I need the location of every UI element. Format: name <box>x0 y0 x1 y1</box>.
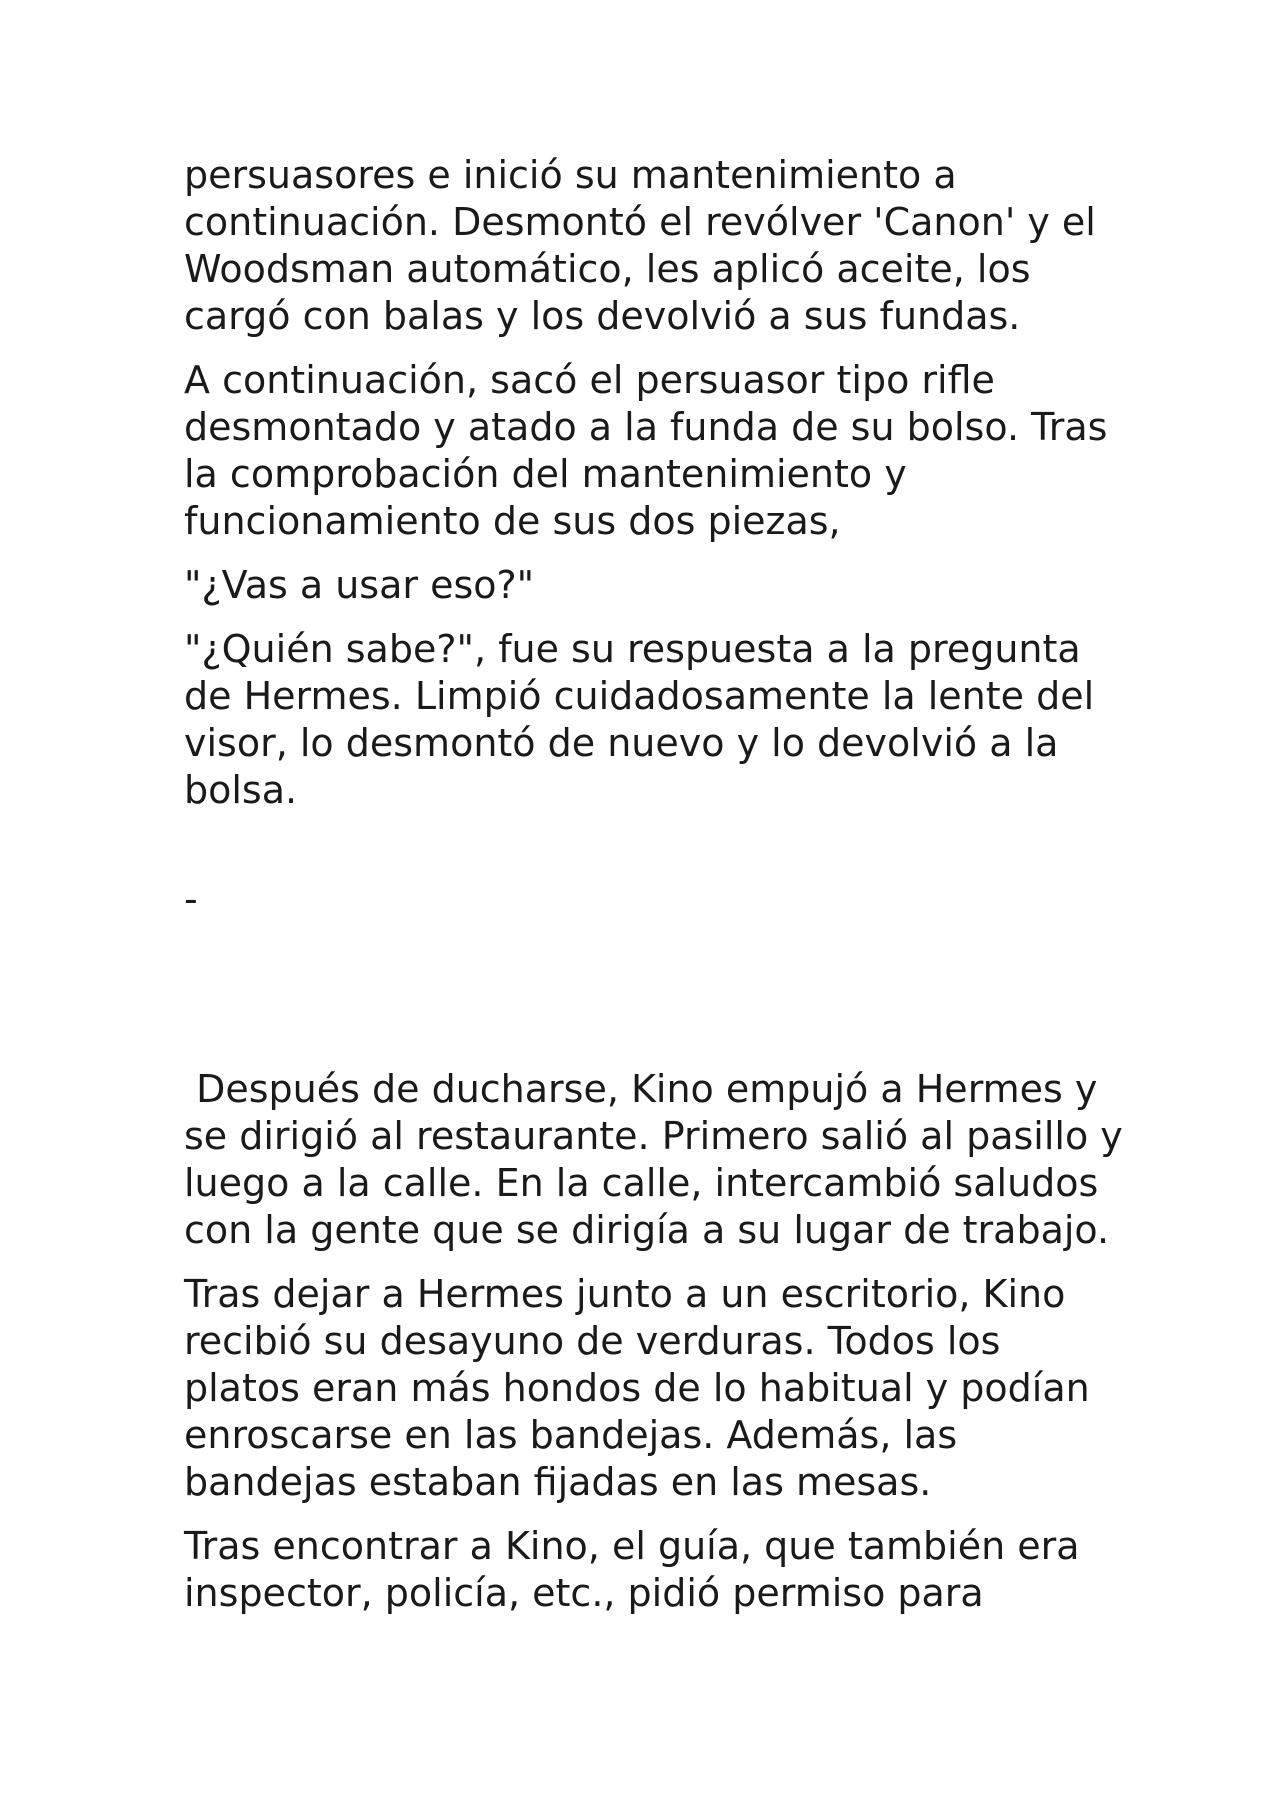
page-text <box>184 152 1135 1634</box>
paragraph: Tras dejar a Hermes junto a un escritorio, Kino recibió su desayuno de verduras. Todos los platos eran más hondos de lo habitual y podían enroscarse en las bandejas. Además, las bandejas estaban fijadas en las mesas. <box>184 1272 1090 1504</box>
paragraph: Después de ducharse, Kino empujó a Hermes y se dirigió al restaurante. Primero salió al pasillo y luego a la calle. En la calle, intercambió saludos con la gente que se dirigía a su lugar de trabajo. <box>184 1067 1135 1252</box>
paragraph: "¿Quién sabe?", fue su respuesta a la pregunta de Hermes. Limpió cuidadosamente la lente del visor, lo desmontó de nuevo y lo devolvió a la bolsa. <box>184 627 1095 812</box>
paragraph: Tras encontrar a Kino, el guía, que también era inspector, policía, etc., pidió permiso para <box>184 1524 1080 1615</box>
paragraph: A continuación, sacó el persuasor tipo rifle desmontado y atado a la funda de su bolso. Tras la comprobación del mantenimiento y funcionamiento de sus dos piezas, <box>184 358 1108 543</box>
paragraph: "¿Vas a usar eso?" <box>184 563 535 607</box>
paragraph: persuasores e inició su mantenimiento a continuación. Desmontó el revólver 'Canon' y el Woodsman automático, les aplicó aceite, los cargó con balas y los devolvió a sus fundas. <box>184 153 1096 338</box>
scene-break: - <box>184 877 198 921</box>
